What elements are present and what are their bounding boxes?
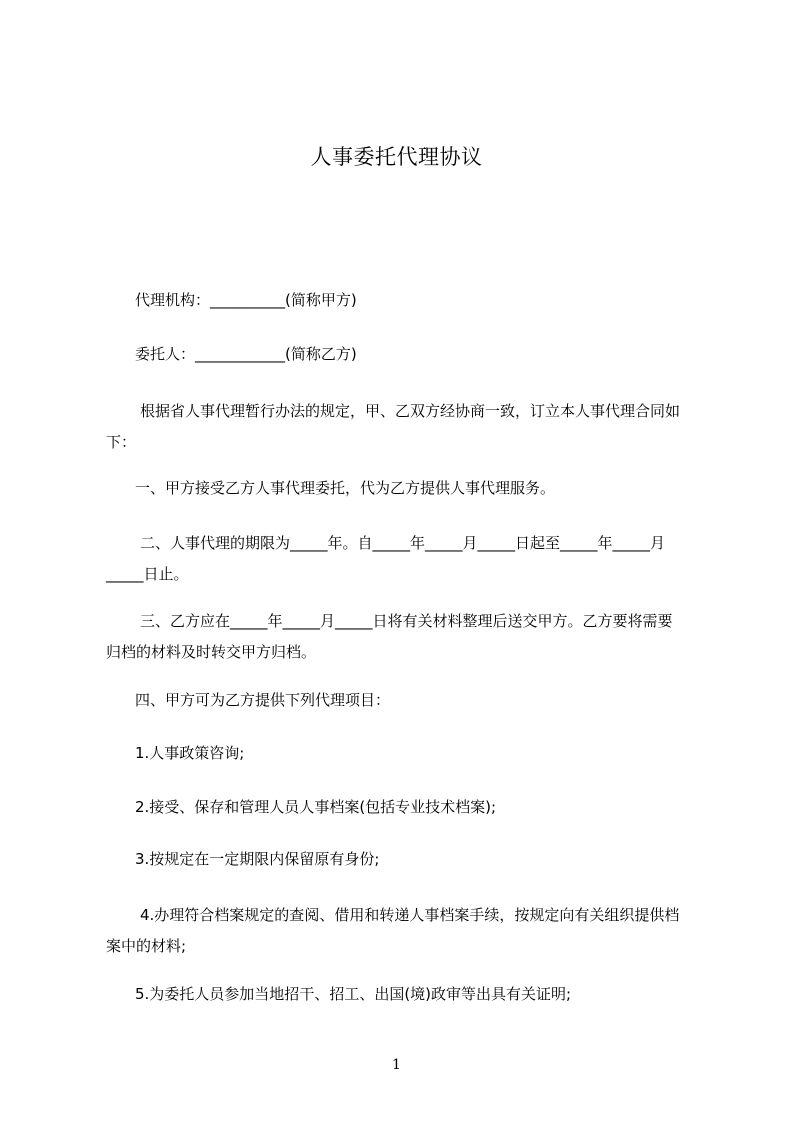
list-item-4: 4.办理符合档案规定的查阅、借用和转递人事档案手续，按规定向有关组织提供档案中的材料; [106, 906, 680, 955]
document-title: 人事委托代理协议 [310, 145, 483, 169]
preamble-paragraph: 根据省人事代理暂行办法的规定，甲、乙双方经协商一致，订立本人事代理合同如下： [106, 402, 681, 451]
agency-line: 代理机构：__________(简称甲方) [135, 291, 357, 309]
list-item-2: 2.接受、保存和管理人员人事档案(包括专业技术档案); [135, 798, 497, 816]
page-number: 1 [392, 1057, 401, 1073]
list-item-5: 5.为委托人员参加当地招干、招工、出国(境)政审等出具有关证明; [135, 985, 572, 1003]
clause-two: 二、人事代理的期限为_____年。自_____年_____月_____日起至_____年_____月_____日止。 [106, 534, 666, 583]
client-line: 委托人：____________(简称乙方) [135, 345, 357, 363]
list-item-3: 3.按规定在一定期限内保留原有身份; [135, 850, 380, 868]
clause-four: 四、甲方可为乙方提供下列代理项目： [135, 691, 391, 709]
clause-one: 一、甲方接受乙方人事代理委托，代为乙方提供人事代理服务。 [135, 479, 556, 497]
clause-three: 三、乙方应在_____年_____月_____日将有关材料整理后送交甲方。乙方要将需要归档的材料及时转交甲方归档。 [106, 612, 673, 661]
list-item-1: 1.人事政策咨询; [135, 744, 245, 762]
